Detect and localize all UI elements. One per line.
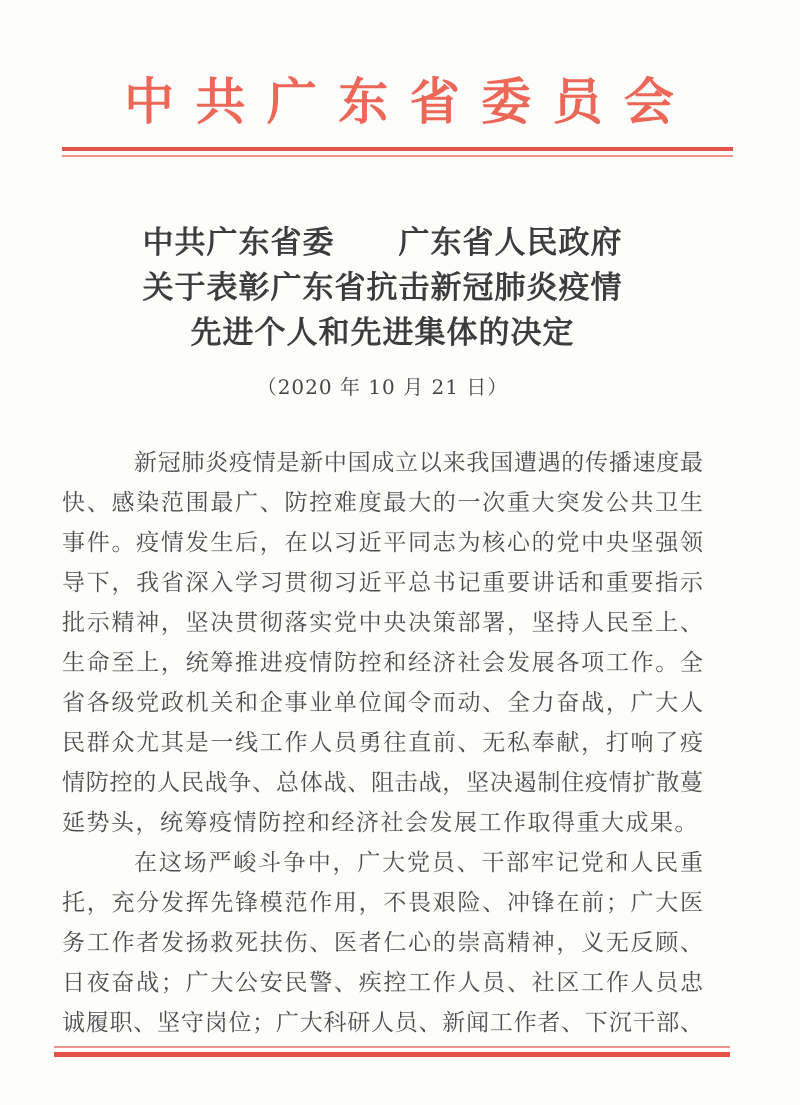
body-line: 托，充分发挥先锋模范作用，不畏艰险、冲锋在前；广大医	[62, 890, 703, 916]
body-line: 民群众尤其是一线工作人员勇往直前、无私奉献，打响了疫	[62, 730, 703, 756]
body-line: 务工作者发扬救死扶伤、医者仁心的崇高精神，义无反顾、	[62, 930, 703, 956]
body-line: 延势头，统筹疫情防控和经济社会发展工作取得重大成果。	[62, 810, 699, 836]
letterhead-org-name: 中 共 广 东 省 委 员 会	[124, 72, 676, 131]
footer-rule-thick	[54, 1052, 730, 1057]
body-line: 导下，我省深入学习贯彻习近平总书记重要讲话和重要指示	[62, 570, 703, 596]
document-title	[62, 221, 703, 356]
document-date: （2020 年 10 月 21 日）	[256, 375, 509, 399]
body-line: 生命至上，统筹推进疫情防控和经济社会发展各项工作。全	[62, 650, 703, 676]
body-line: 省各级党政机关和企事业单位闻令而动、全力奋战，广大人	[62, 690, 703, 716]
title-line-3: 先进个人和先进集体的决定	[190, 315, 575, 351]
body-line: 诚履职、坚守岗位；广大科研人员、新闻工作者、下沉干部、	[62, 1010, 703, 1036]
footer-rule-thin	[54, 1046, 730, 1048]
body-line: 事件。疫情发生后，在以习近平同志为核心的党中央坚强领	[62, 530, 703, 556]
body-line: 批示精神，坚决贯彻落实党中央决策部署，坚持人民至上、	[62, 610, 703, 636]
letterhead-rule-thin	[62, 155, 733, 157]
title-line-1: 中共广东省委 广东省人民政府	[142, 225, 623, 261]
body-line: 情防控的人民战争、总体战、阻击战，坚决遏制住疫情扩散蔓	[62, 770, 703, 796]
body-line: 新冠肺炎疫情是新中国成立以来我国遭遇的传播速度最	[134, 450, 703, 476]
body-line: 在这场严峻斗争中，广大党员、干部牢记党和人民重	[134, 850, 703, 876]
letterhead-rule-thick	[62, 147, 733, 151]
body-line: 快、感染范围最广、防控难度最大的一次重大突发公共卫生	[62, 490, 703, 516]
document-body	[62, 443, 703, 1043]
body-line: 日夜奋战；广大公安民警、疾控工作人员、社区工作人员忠	[62, 970, 703, 996]
title-line-2: 关于表彰广东省抗击新冠肺炎疫情	[142, 270, 623, 306]
